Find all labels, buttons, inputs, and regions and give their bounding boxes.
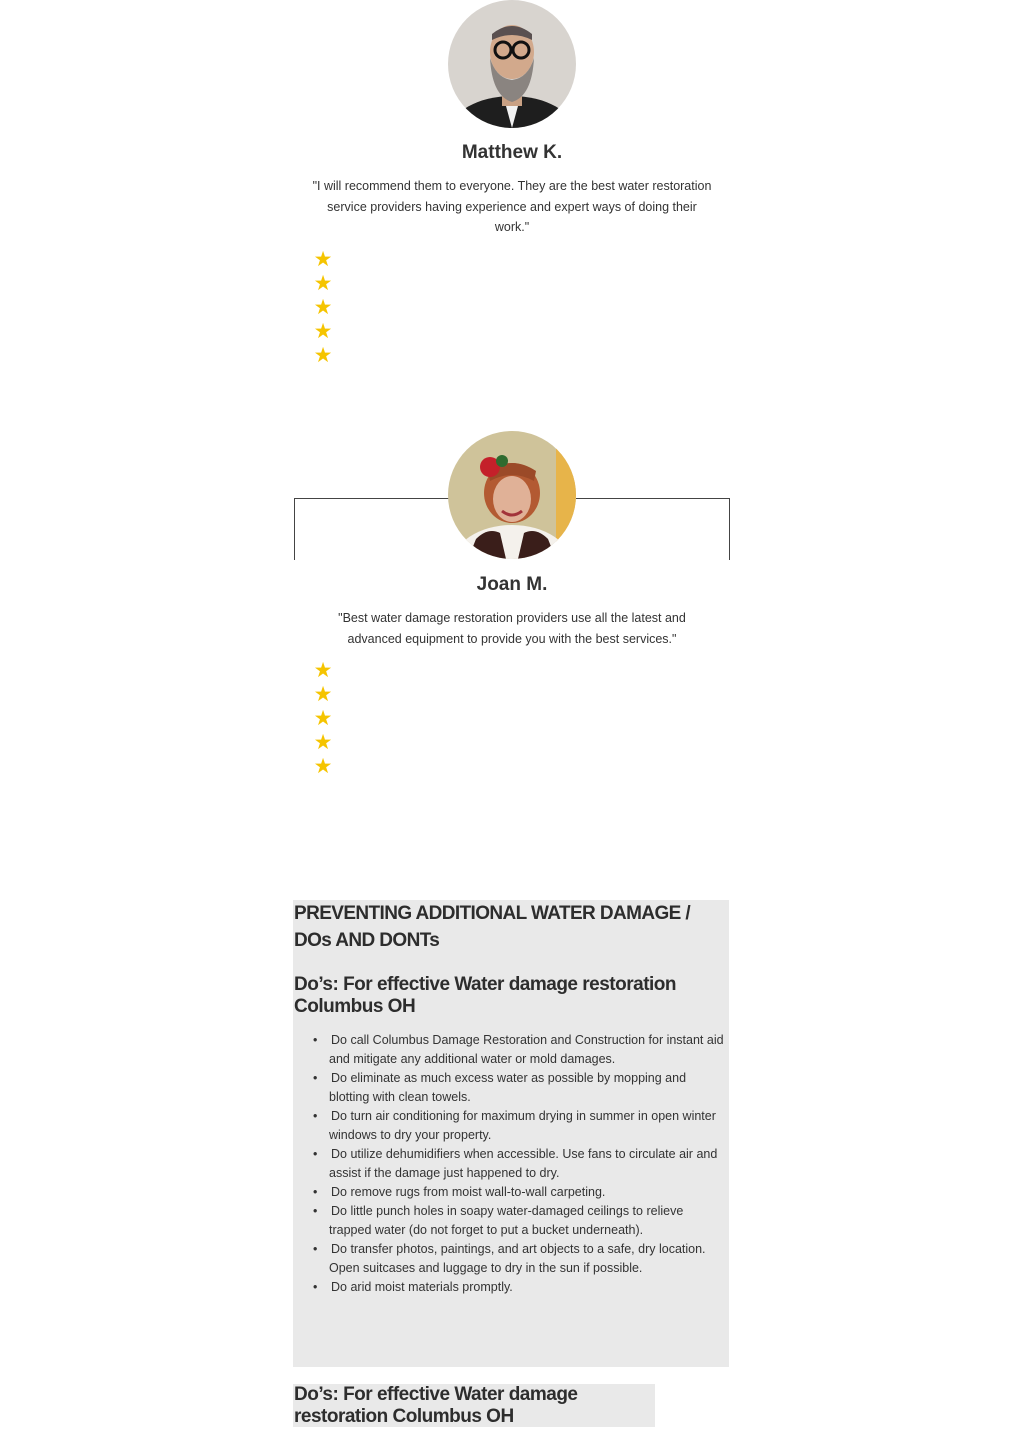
star-icon: ★	[313, 683, 333, 706]
portrait-bearded-man-icon	[448, 0, 576, 128]
list-item: • Do little punch holes in soapy water-damaged ceilings to relieve trapped water (do not forget to put a bucket underneath).	[313, 1204, 684, 1237]
avatar-matthew	[448, 0, 576, 128]
star-icon: ★	[313, 755, 333, 778]
dos-list	[313, 1031, 729, 1297]
list-item: • Do arid moist materials promptly.	[313, 1280, 513, 1294]
frame-line-left-top	[294, 498, 449, 499]
preventing-title: PREVENTING ADDITIONAL WATER DAMAGE / DOs AND DONTs	[294, 903, 691, 951]
star-icon: ★	[313, 320, 333, 343]
frame-line-right	[729, 498, 730, 560]
rating-stars	[312, 248, 336, 368]
star-icon: ★	[313, 296, 333, 319]
star-icon: ★	[313, 707, 333, 730]
second-dos-heading: Do’s: For effective Water damage restoration Columbus OH	[294, 1384, 578, 1427]
star-icon: ★	[313, 272, 333, 295]
testimonial-name: Matthew K.	[461, 142, 563, 163]
star-icon: ★	[313, 344, 333, 367]
dos-heading: Do’s: For effective Water damage restoration Columbus OH	[294, 974, 677, 1017]
star-icon: ★	[313, 659, 333, 682]
frame-line-left	[294, 498, 295, 560]
testimonial-name: Joan M.	[476, 574, 548, 595]
star-icon: ★	[313, 731, 333, 754]
list-item: • Do transfer photos, paintings, and art objects to a safe, dry location. Open suitcases and luggage to dry in the sun if possible.	[313, 1242, 706, 1275]
rating-stars	[312, 659, 336, 779]
list-item: • Do utilize dehumidifiers when accessible. Use fans to circulate air and assist if the damage just happened to dry.	[313, 1147, 718, 1180]
list-item: • Do eliminate as much excess water as possible by mopping and blotting with clean towels.	[313, 1071, 687, 1104]
list-item: • Do remove rugs from moist wall-to-wall carpeting.	[313, 1185, 606, 1199]
portrait-woman-icon	[448, 431, 576, 559]
list-item: • Do turn air conditioning for maximum drying in summer in open winter windows to dry your property.	[313, 1109, 716, 1142]
list-item: • Do call Columbus Damage Restoration and Construction for instant aid and mitigate any additional water or mold damages.	[313, 1033, 724, 1066]
star-icon: ★	[313, 248, 333, 271]
avatar-joan	[448, 431, 576, 559]
testimonial-quote: "Best water damage restoration providers use all the latest and advanced equipment to provide you with the best services."	[338, 611, 686, 646]
testimonial-quote: "I will recommend them to everyone. They are the best water restoration service providers having experience and expert ways of doing their work."	[312, 179, 712, 234]
frame-line-right-top	[576, 498, 730, 499]
